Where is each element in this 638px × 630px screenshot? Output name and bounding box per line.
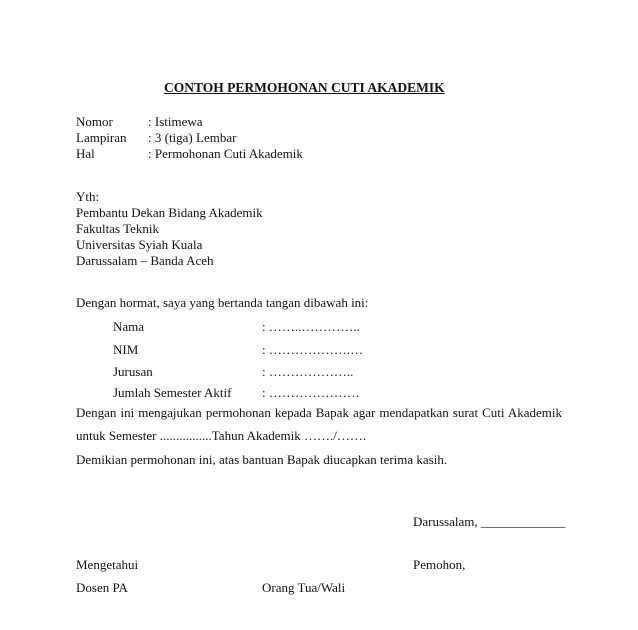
header-value-nomor: : Istimewa <box>148 114 203 129</box>
header-label-hal: Hal <box>76 146 95 161</box>
body-line-1: Dengan ini mengajukan permohonan kepada Bapak agar mendapatkan surat Cuti Akademik <box>76 405 562 420</box>
place-date: Darussalam, _____________ <box>413 514 566 529</box>
header-value-hal: : Permohonan Cuti Akademik <box>148 146 303 161</box>
identity-label-nama: Nama <box>113 319 145 334</box>
header-value-lampiran: : 3 (tiga) Lembar <box>148 130 237 145</box>
greeting: Dengan hormat, saya yang bertanda tangan dibawah ini: <box>76 295 369 310</box>
recipient-line: Darussalam – Banda Aceh <box>76 253 214 268</box>
recipient-line: Universitas Syiah Kuala <box>76 237 203 252</box>
document-title: CONTOH PERMOHONAN CUTI AKADEMIK <box>164 80 445 95</box>
dosen-pa-label: Dosen PA <box>76 580 128 595</box>
orang-tua-label: Orang Tua/Wali <box>262 580 346 595</box>
recipient-line: Pembantu Dekan Bidang Akademik <box>76 205 263 220</box>
identity-value-jurusan: : ……………….. <box>262 364 354 379</box>
recipient-line: Fakultas Teknik <box>76 221 159 236</box>
header-label-lampiran: Lampiran <box>76 130 127 145</box>
mengetahui-label: Mengetahui <box>76 557 139 572</box>
header-label-nomor: Nomor <box>76 114 113 129</box>
pemohon-label: Pemohon, <box>413 557 466 572</box>
identity-label-jurusan: Jurusan <box>113 364 153 379</box>
body-line-2: untuk Semester ................Tahun Akademik ……./……. <box>76 428 367 443</box>
identity-label-nim: NIM <box>113 342 139 357</box>
closing-statement: Demikian permohonan ini, atas bantuan Bapak diucapkan terima kasih. <box>76 452 448 467</box>
identity-value-semester: : ………………… <box>262 385 360 400</box>
identity-label-semester: Jumlah Semester Aktif <box>113 385 232 400</box>
identity-value-nim: : ……………….… <box>262 342 364 357</box>
recipient-line: Yth: <box>76 189 100 204</box>
identity-value-nama: : ……..………….. <box>262 319 360 334</box>
